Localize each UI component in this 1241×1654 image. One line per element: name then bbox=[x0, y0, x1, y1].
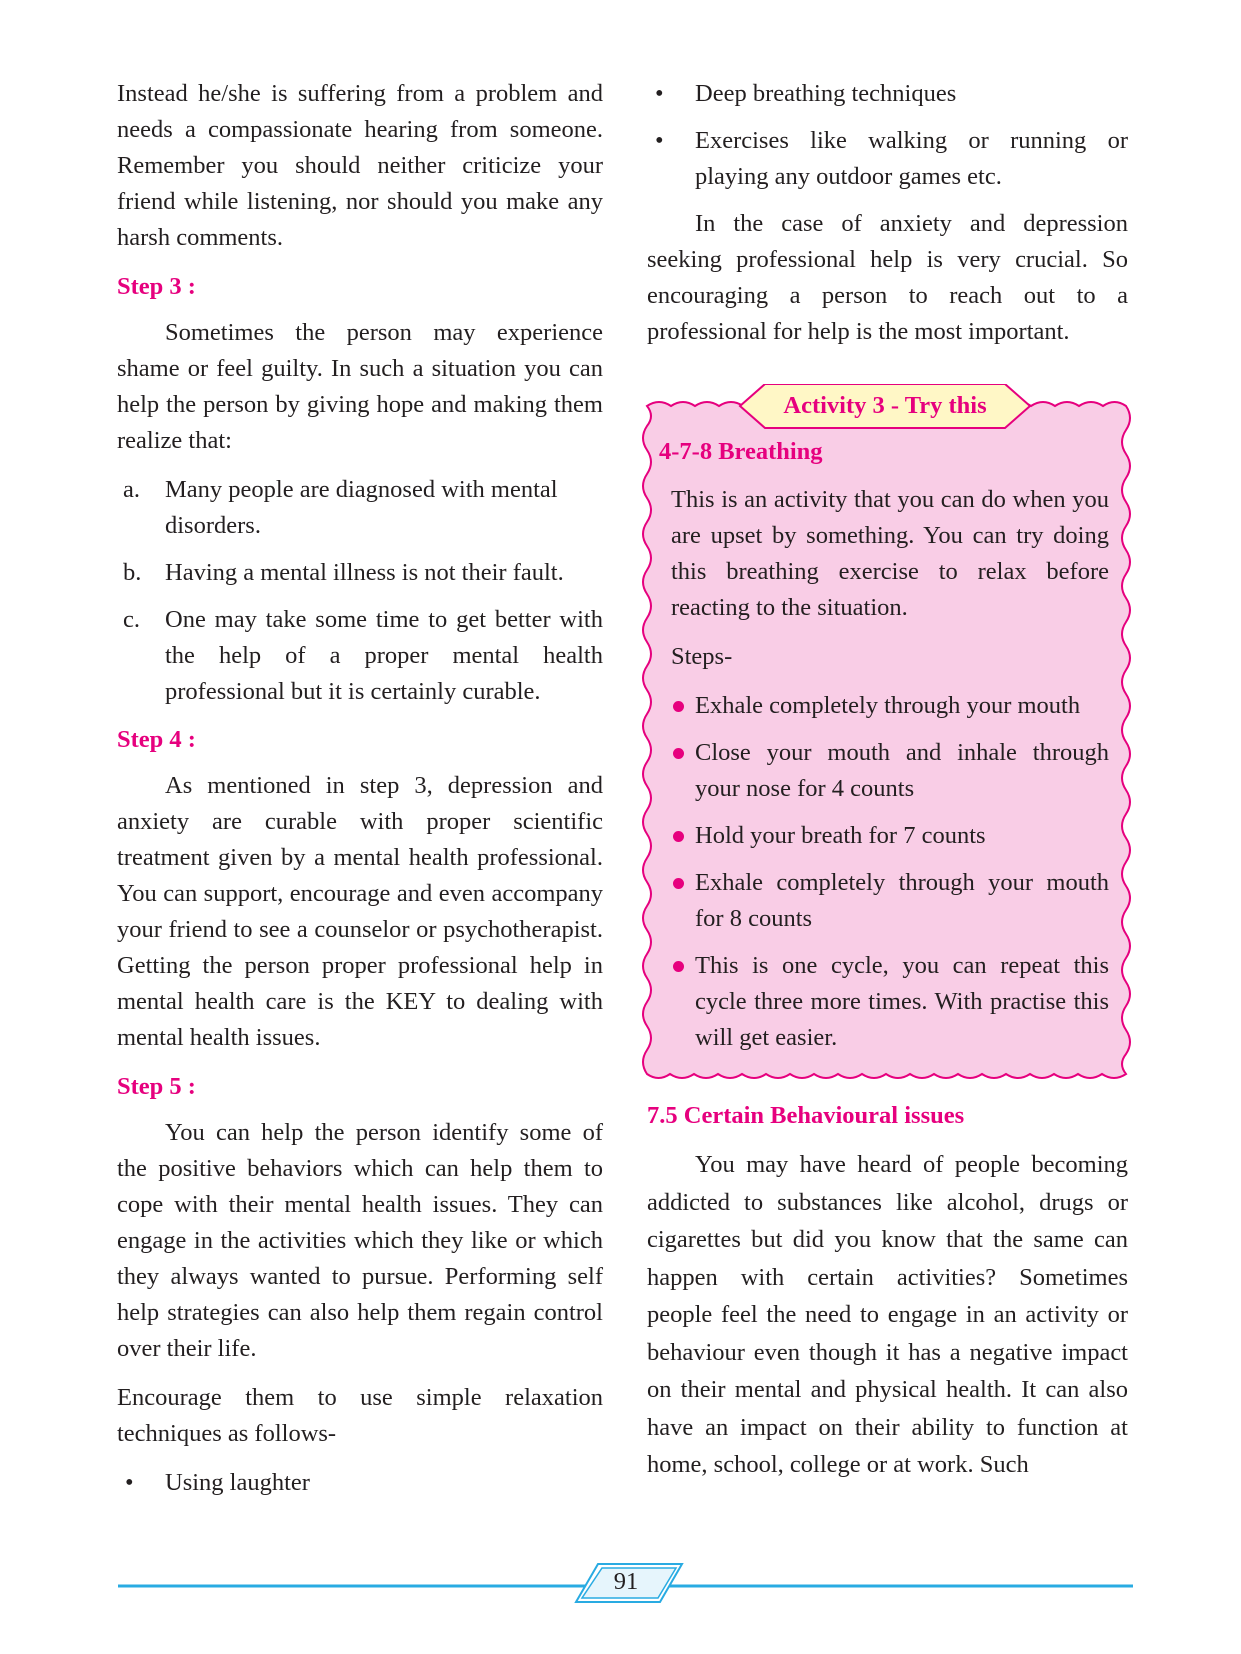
bullet-dot-icon bbox=[673, 878, 684, 889]
list-item-text: Deep breathing techniques bbox=[695, 80, 957, 107]
list-item-text: Many people are diagnosed with mental disorders. bbox=[165, 476, 558, 539]
list-item bbox=[671, 865, 1109, 937]
page-number: 91 bbox=[613, 1568, 639, 1595]
list-item bbox=[117, 472, 603, 544]
bullet-dot-icon bbox=[673, 961, 684, 972]
activity-title: Activity 3 - Try this bbox=[783, 392, 987, 419]
bullet-dot-icon bbox=[673, 831, 684, 842]
step3-list bbox=[117, 472, 603, 710]
activity-steps bbox=[671, 688, 1109, 1056]
list-item-text: Exercises like walking or running or playing any outdoor games etc. bbox=[695, 127, 1128, 190]
step5-heading: Step 5 : bbox=[117, 1073, 196, 1100]
list-item bbox=[117, 1465, 603, 1501]
list-marker: a. bbox=[123, 476, 140, 503]
list-item-text: Having a mental illness is not their fault. bbox=[165, 559, 564, 586]
relax-list-right bbox=[647, 76, 1128, 195]
list-marker: b. bbox=[123, 559, 142, 586]
list-item-text: One may take some time to get better with the help of a proper mental health professional but it is certainly curable. bbox=[165, 606, 603, 705]
activity-content bbox=[659, 434, 1109, 1067]
list-item bbox=[671, 688, 1109, 724]
list-item-text: Using laughter bbox=[165, 1469, 310, 1496]
list-item bbox=[117, 555, 603, 591]
right-column bbox=[647, 76, 1128, 1497]
step4-heading: Step 4 : bbox=[117, 726, 196, 753]
list-item bbox=[671, 735, 1109, 807]
step3-heading: Step 3 : bbox=[117, 273, 196, 300]
list-item bbox=[647, 76, 1128, 112]
activity-subtitle: 4-7-8 Breathing bbox=[659, 438, 823, 465]
bullet-marker: • bbox=[655, 127, 664, 154]
list-item bbox=[117, 602, 603, 710]
bullet-dot-icon bbox=[673, 701, 684, 712]
bullet-dot-icon bbox=[673, 748, 684, 759]
relax-list-left bbox=[117, 1465, 603, 1501]
list-item-text: Exhale completely through your mouth bbox=[695, 692, 1081, 719]
section-heading: 7.5 Certain Behavioural issues bbox=[647, 1102, 965, 1129]
list-marker: c. bbox=[123, 606, 140, 633]
list-item-text: Exhale completely through your mouth for 8 counts bbox=[695, 869, 1109, 932]
help-paragraph: In the case of anxiety and depression seeking professional help is very crucial. So encouraging a person to reach out to a professional for help is the most important. bbox=[647, 210, 1128, 345]
list-item bbox=[671, 818, 1109, 854]
list-item-text: Hold your breath for 7 counts bbox=[695, 822, 986, 849]
activity-box bbox=[639, 384, 1134, 1084]
step4-paragraph: As mentioned in step 3, depression and anxiety are curable with proper scientific treatment given by a mental health professional. You can support, encourage and even accompany your friend to see a counselor or psychotherapist. Getting the person proper professional help in mental health care is the KEY to dealing with mental health issues. bbox=[117, 772, 603, 1051]
activity-intro: This is an activity that you can do when you are upset by something. You can try doing this breathing exercise to relax before reacting to the situation. bbox=[671, 486, 1109, 621]
list-item-text: Close your mouth and inhale through your nose for 4 counts bbox=[695, 739, 1109, 802]
left-column bbox=[117, 76, 603, 1512]
intro-paragraph: Instead he/she is suffering from a problem and needs a compassionate hearing from someone. Remember you should neither criticize your friend while listening, nor should you make any harsh comments. bbox=[117, 80, 603, 251]
activity-steps-label: Steps- bbox=[671, 643, 733, 670]
relax-intro: Encourage them to use simple relaxation techniques as follows- bbox=[117, 1384, 603, 1447]
list-item bbox=[671, 948, 1109, 1056]
activity-body bbox=[671, 482, 1109, 1056]
step5-paragraph: You can help the person identify some of the positive behaviors which can help them to cope with their mental health issues. They can engage in the activities which they like or which they always wanted to pursue. Performing self help strategies can also help them regain control over their life. bbox=[117, 1119, 603, 1362]
bullet-marker: • bbox=[125, 1469, 134, 1496]
bullet-marker: • bbox=[655, 80, 664, 107]
section-paragraph: You may have heard of people becoming addicted to substances like alcohol, drugs or cigarettes but did you know that the same can happen with certain activities? Sometimes people feel the need to engage in an activity or behaviour even though it has a negative impact on their mental and physical health. It can also have an impact on their ability to function at home, school, college or at work. Such bbox=[647, 1151, 1128, 1478]
list-item-text: This is one cycle, you can repeat this cycle three more times. With practise this will get easier. bbox=[695, 952, 1109, 1051]
list-item bbox=[647, 123, 1128, 195]
page-footer bbox=[0, 1560, 1241, 1606]
step3-paragraph: Sometimes the person may experience shame or feel guilty. In such a situation you can help the person by giving hope and making them realize that: bbox=[117, 319, 603, 454]
